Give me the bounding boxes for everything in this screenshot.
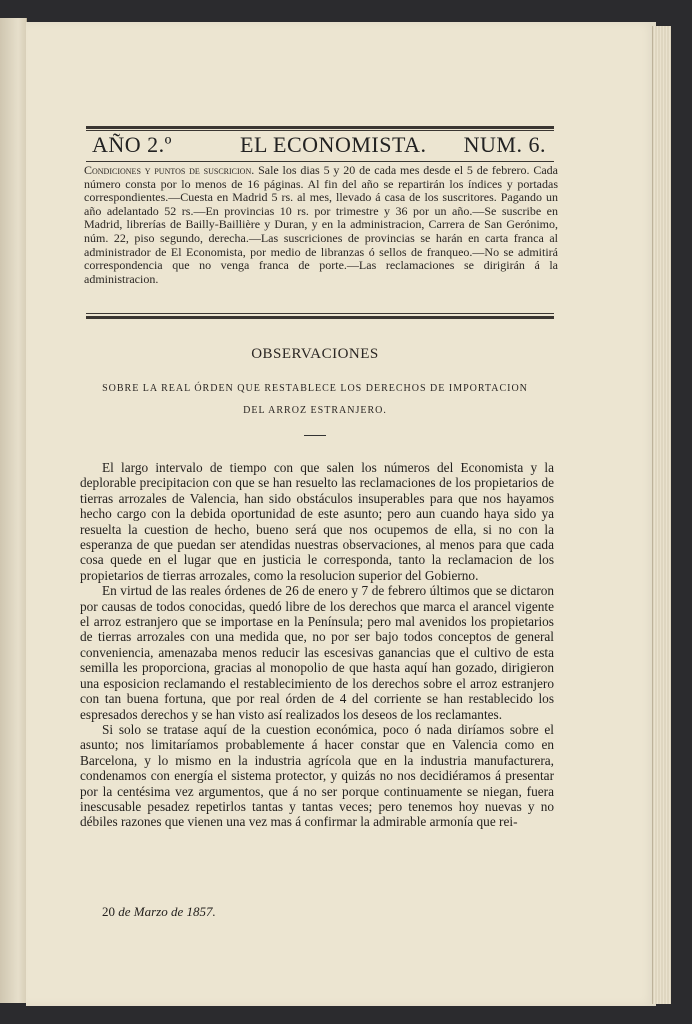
conditions-bottom-rule (86, 316, 554, 319)
conditions-lead: Condiciones y puntos de suscricion. (84, 163, 255, 177)
masthead (92, 132, 550, 162)
conditions-bottom-rule-thin (86, 313, 554, 314)
masthead-top-rule-thin (86, 130, 554, 131)
article-subheading-1: SOBRE LA REAL ÓRDEN QUE RESTABLECE LOS DERECHOS DE IMPORTACION (102, 383, 528, 394)
article-paragraph-2: En virtud de las reales órdenes de 26 de enero y 7 de febrero últimos que se dictaron por causas de todos conocidas, quedó libre de los derechos que marca el arancel vigente el arroz estranjero que se importase en la Península; pero mal avenidos los propietarios de tierras arrozales con una medida que, no por ser bajo todos conceptos de general conveniencia, amenazaba menos reducir las escesivas ganancias que el cultivo de esta semilla les proporciona, gracias al monopolio de que hasta aquí han gozado, dirigieron una esposicion reclamando el restablecimiento de los derechos sobre el arroz estranjero con tan buena fortuna, que por real órden de 4 del corriente se han restablecido los espresados derechos y se han visto así realizados los deseos de los reclamantes. (80, 583, 554, 722)
left-page-edge (0, 18, 27, 1003)
conditions-text: Sale los dias 5 y 20 de cada mes desde el 5 de febrero. Cada número consta por lo menos de 16 páginas. Al fin del año se repartirán los índices y portadas correspondientes.—Cuesta en Madrid 5 rs. al mes, llevado á casa de los suscritores. Pagando un año adelantado 52 rs.—En provincias 10 rs. por trimestre y 36 por un año.—Se suscribe en Madrid, librerías de Bailly-Baillière y Duran, y en la administracion, Carrera de San Gerónimo, núm. 22, piso segundo, derecha.—Las suscriciones de provincias se harán en carta franca al administrador de El Economista, por medio de libranzas ó sellos de franqueo.—No se admitirá correspondencia que no venga franca de porte.—Las reclamaciones se dirigirán á la administracion. (84, 163, 559, 286)
date-day: 20 (102, 904, 115, 919)
date-text: de Marzo de 1857. (118, 904, 216, 919)
masthead-bottom-rule (86, 161, 554, 162)
article-body (80, 460, 554, 830)
subscription-conditions (84, 164, 558, 286)
article-subheading-2: DEL ARROZ ESTRANJERO. (243, 405, 387, 416)
masthead-year: AÑO 2.º (92, 132, 172, 157)
section-divider (304, 435, 326, 436)
article-paragraph-3: Si solo se tratase aquí de la cuestion económica, poco ó nada diríamos sobre el asunto; nos limitaríamos probablemente á hacer constar que en Valencia como en Barcelona, y lo mismo en la industria agrícola que en la industria manufacturera, condenamos con energía el sistema protector, y quizás no nos decidiéramos á presentar por la centésima vez argumentos, que á no ser porque continuamente se niegan, fuera inescusable pesadez repetirlos tantas y tantas veces; pero tenemos hoy nuevas y no débiles razones que vienen una vez mas á confirmar la admirable armonía que rei- (80, 721, 554, 830)
article-paragraph-1: El largo intervalo de tiempo con que salen los números del Economista y la deplorable precipitacion con que se han resuelto las reclamaciones de los propietarios de tierras arrozales de Valencia, han sido obstáculos insuperables para que nos hayamos hecho cargo con la debida oportunidad de este asunto; pero aun cuando haya sido ya resuelta la cuestion de hecho, bueno será que nos ocupemos de ella, si no con la esperanza de que puedan ser atendidas nuestras observaciones, al menos para que cada cosa quede en el lugar que en justicia le corresponda, tanto la reclamacion de los propietarios de tierras arrozales, como la resolucion superior del Gobierno. (80, 460, 554, 583)
article-heading: OBSERVACIONES (251, 346, 379, 362)
masthead-number: NUM. 6. (463, 132, 546, 157)
page-stack-edge (652, 26, 671, 1004)
masthead-top-rule (86, 126, 554, 129)
masthead-title: EL ECONOMISTA. (240, 132, 427, 157)
issue-date (102, 904, 216, 920)
